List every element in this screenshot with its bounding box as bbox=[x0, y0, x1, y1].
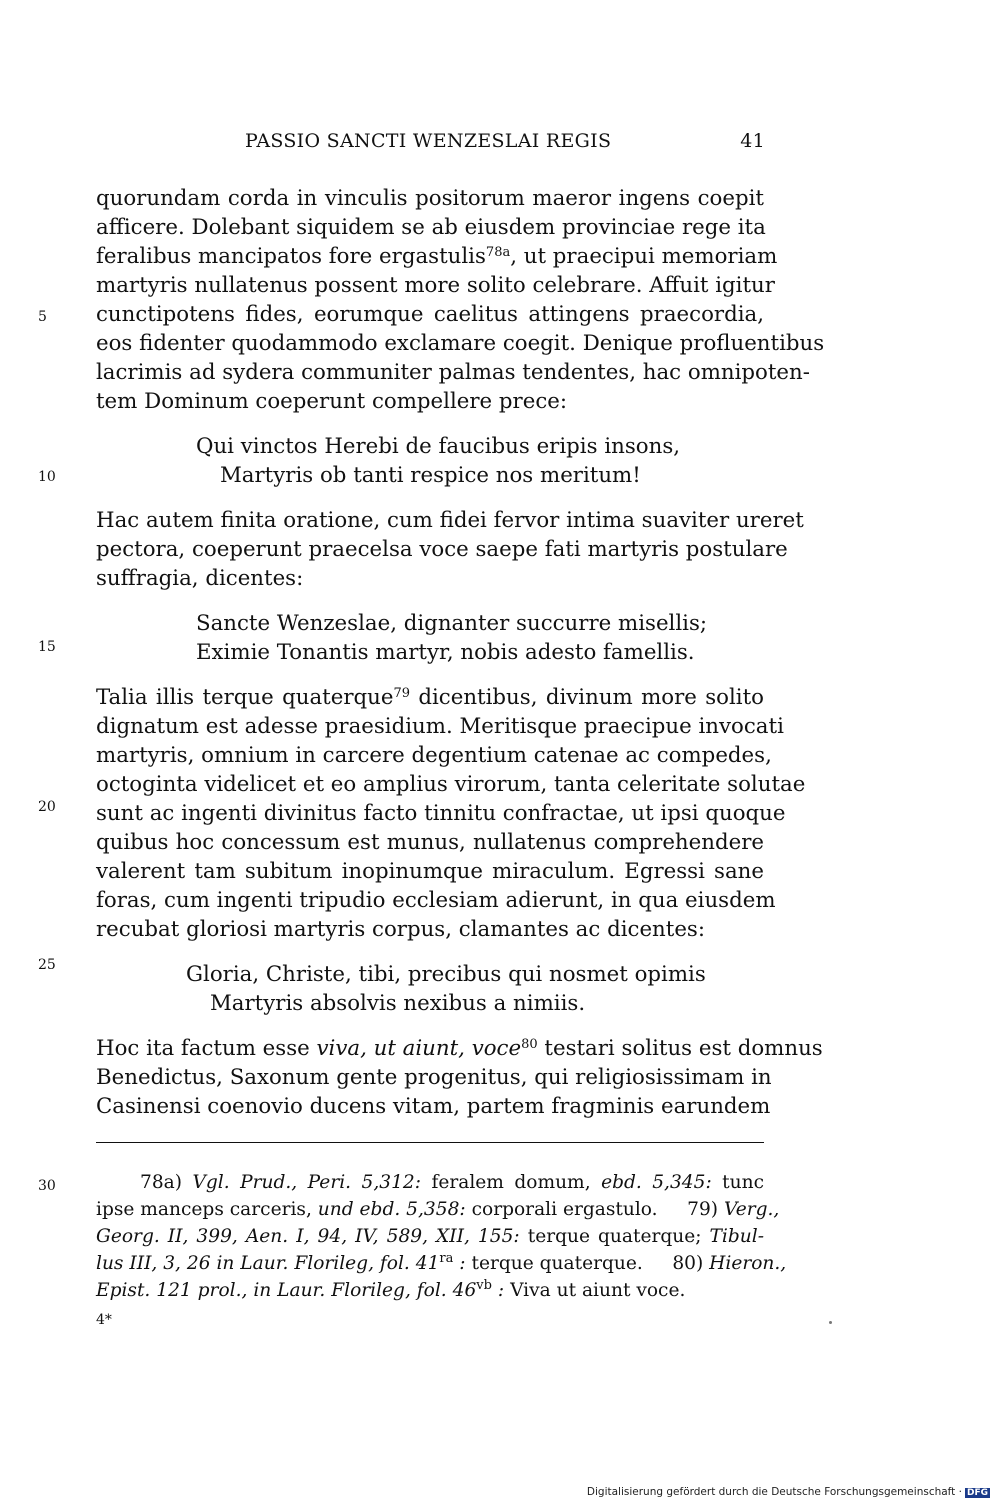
paper-speck bbox=[829, 1321, 832, 1324]
text-line: tem Dominum coeperunt compellere prece: bbox=[96, 389, 568, 414]
text-line: foras, cum ingenti tripudio ecclesiam adierunt, in qua eiusdem bbox=[96, 888, 776, 913]
dfg-logo-icon: DFG bbox=[966, 1488, 988, 1498]
line-number-10: 10 bbox=[38, 469, 56, 485]
verse-line: Martyris absolvis nexibus a nimiis. bbox=[210, 991, 586, 1016]
footnote-ref-78a: 78a bbox=[485, 245, 511, 260]
line-number-5: 5 bbox=[38, 309, 47, 325]
text-line: Casinensi coenovio ducens vitam, partem fragminis earundem bbox=[96, 1094, 771, 1119]
text-line: cunctipotens fides, eorumque caelitus attingens praecordia, bbox=[96, 302, 764, 327]
verse-line: Eximie Tonantis martyr, nobis adesto famellis. bbox=[196, 640, 695, 665]
text-line: martyris nullatenus possent more solito celebrare. Affuit igitur bbox=[96, 273, 775, 298]
footnote-line: lus III, 3, 26 in Laur. Florileg, fol. $41^{ra}$ : terque quaterque. 80) Hieron., bbox=[96, 1251, 787, 1274]
main-text bbox=[96, 184, 825, 1121]
footnote-line: Epist. 121 prol., in Laur. Florileg, fol. $46^{vb}$ : Viva ut aiunt voce. bbox=[96, 1278, 686, 1301]
line-number-20: 20 bbox=[38, 799, 56, 815]
verse-line: Qui vinctos Herebi de faucibus eripis insons, bbox=[196, 434, 681, 459]
text-line: octoginta videlicet et eo amplius virorum, tanta celeritate solutae bbox=[96, 772, 806, 797]
text-line: suffragia, dicentes: bbox=[96, 566, 304, 591]
digitization-credit: Digitalisierung gefördert durch die Deutsche Forschungsgemeinschaft · DFG bbox=[586, 1486, 988, 1498]
text-line: valerent tam subitum inopinumque miraculum. Egressi sane bbox=[96, 859, 764, 884]
footnote-divider bbox=[96, 1142, 764, 1143]
line-number-30: 30 bbox=[38, 1178, 56, 1194]
running-head bbox=[245, 130, 765, 152]
footnote-line: Georg. II, 399, Aen. I, 94, IV, 589, XII, 155: terque quaterque; Tibul- bbox=[96, 1226, 764, 1247]
footnote-line: 78a) Vgl. Prud., Peri. 5,312: feralem domum, ebd. 5,345: tunc bbox=[140, 1172, 765, 1193]
text-line: sunt ac ingenti divinitus facto tinnitu confractae, ut ipsi quoque bbox=[96, 801, 786, 826]
text-line: quibus hoc concessum est munus, nullatenus comprehendere bbox=[96, 830, 764, 855]
text-line: recubat gloriosi martyris corpus, clamantes ac dicentes: bbox=[96, 917, 706, 942]
text-line: quorundam corda in vinculis positorum maeror ingens coepit bbox=[96, 186, 764, 211]
text-line: lacrimis ad sydera communiter palmas tendentes, hac omnipoten- bbox=[96, 360, 810, 385]
text-line: afficere. Dolebant siquidem se ab eiusdem provinciae rege ita bbox=[96, 215, 766, 240]
signature-mark: 4* bbox=[96, 1312, 112, 1328]
verse-line: Gloria, Christe, tibi, precibus qui nosmet opimis bbox=[186, 962, 706, 987]
footnote-line: ipse manceps carceris, und ebd. 5,358: corporali ergastulo. 79) Verg., bbox=[96, 1199, 780, 1220]
text-line: eos fidenter quodammodo exclamare coegit. Denique profluentibus bbox=[96, 331, 825, 356]
verse-line: Martyris ob tanti respice nos meritum! bbox=[220, 463, 641, 488]
text-line: pectora, coeperunt praecelsa voce saepe fati martyris postulare bbox=[96, 537, 788, 562]
text-line: martyris, omnium in carcere degentium catenae ac compedes, bbox=[96, 743, 772, 768]
line-number-25: 25 bbox=[38, 957, 56, 973]
text-line: Talia illis terque quaterque$^{79}$ dicentibus, divinum more solito bbox=[96, 685, 765, 710]
page-number: 41 bbox=[740, 130, 765, 152]
text-line: Hac autem finita oratione, cum fidei fervor intima suaviter ureret bbox=[96, 508, 804, 533]
verse-line: Sancte Wenzeslae, dignanter succurre misellis; bbox=[196, 611, 708, 636]
line-number-15: 15 bbox=[38, 639, 56, 655]
text-line: Benedictus, Saxonum gente progenitus, qui religiosissimam in bbox=[96, 1065, 772, 1090]
footnote-ref-80: 80 bbox=[521, 1037, 538, 1052]
text-line: dignatum est adesse praesidium. Meritisque praecipue invocati bbox=[96, 714, 784, 739]
footnotes bbox=[96, 1169, 787, 1304]
footnote-ref-79: 79 bbox=[393, 686, 410, 701]
text-line: Hoc ita factum esse viva, ut aiunt, voce$^{80}$ testari solitus est domnus bbox=[96, 1036, 823, 1061]
text-line: feralibus mancipatos fore ergastulis$^{78a}$, ut praecipui memoriam bbox=[96, 244, 778, 269]
page-title: PASSIO SANCTI WENZESLAI REGIS bbox=[245, 130, 612, 152]
